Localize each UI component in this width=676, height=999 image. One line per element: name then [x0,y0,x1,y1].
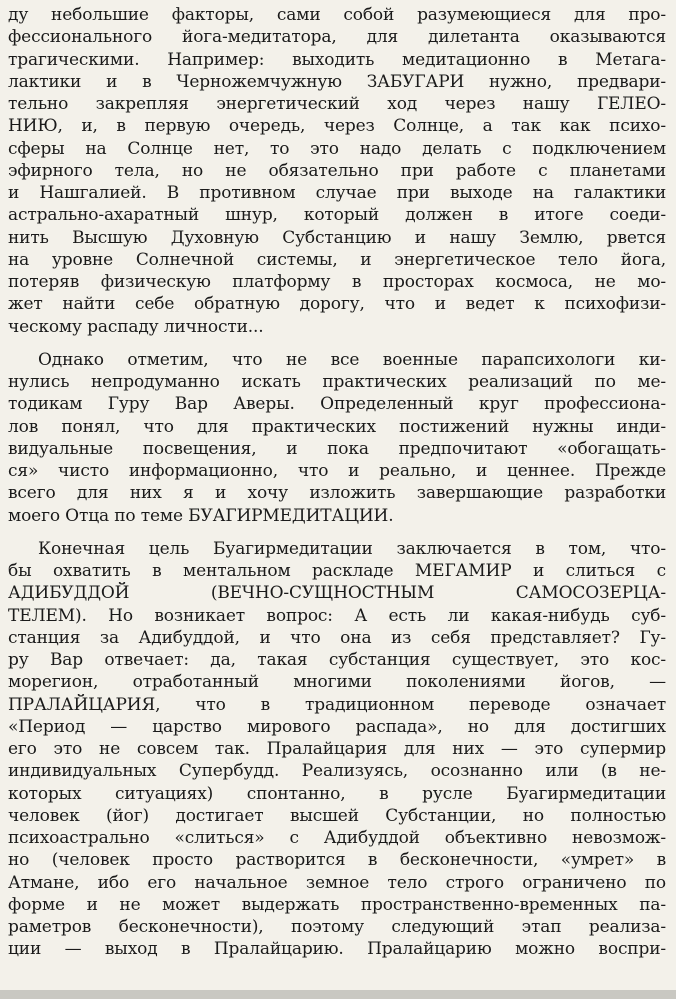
text-line: ру Вар отвечает: да, такая субстанция существует, это кос- [8,650,666,670]
text-line: ся» чисто информационно, что и реально, и ценнее. Прежде [8,461,666,481]
text-line: фессионального йога-медитатора, для дилетанта оказываются [8,27,666,48]
text-line: психоастрально «слиться» с Адибуддой объективно невозмож- [8,828,666,848]
text-line: всего для них я и хочу изложить завершающие разработки [8,483,666,504]
text-line: бы охватить в ментальном раскладе МЕГАМИР и слиться с [8,561,666,581]
text-line: ции — выход в Пралайцарию. Пралайцарию можно воспри- [8,939,666,960]
text-line: моего Отца по теме БУАГИРМЕДИТАЦИИ. [8,505,394,526]
paragraph-gap [8,338,666,349]
text-line: форме и не может выдержать пространственно-временных па- [8,894,666,915]
text-line: АДИБУДДОЙ (ВЕЧНО-СУЩНОСТНЫМ САМОСОЗЕРЦА- [8,583,666,604]
text-line: ПРАЛАЙЦАРИЯ, что в традиционном переводе означает [8,694,666,715]
text-line: эфирного тела, но не обязательно при работе с планетами [8,160,666,181]
paragraph-1 [8,4,666,338]
text-line: тодикам Гуру Вар Аверы. Определенный круг профессиона- [8,394,666,415]
text-line: сферы на Солнце нет, то это надо делать с подключением [8,138,666,159]
text-line: на уровне Солнечной системы, и энергетическое тело йога, [8,249,666,270]
text-line: ду небольшие факторы, сами собой разумеющиеся для про- [8,5,666,25]
scan-edge [0,990,676,999]
text-line: видуальные посвещения, и пока предпочитают «обогащать- [8,438,666,459]
text-line: потеряв физическую платформу в просторах космоса, не мо- [8,272,666,292]
text-line: но (человек просто растворится в бесконечности, «умрет» в [8,850,666,871]
text-line: его это не совсем так. Пралайцария для них — это супермир [8,739,666,759]
text-line: Конечная цель Буагирмедитации заключается в том, что- [38,538,666,559]
text-line: астрально-ахаратный шнур, который должен в итоге соеди- [8,205,666,226]
text-line: которых ситуациях) спонтанно, в русле Буагирмедитации [8,783,666,804]
text-line: тельно закрепляя энергетический ход через нашу ГЕЛЕО- [8,94,666,114]
text-line: лов понял, что для практических постижений нужны инди- [8,416,666,437]
text-line: человек (йог) достигает высшей Субстанции, но полностью [8,805,666,826]
text-line: трагическими. Например: выходить медитационно в Метага- [8,49,666,70]
text-line: ческому распаду личности... [8,316,264,337]
text-line: и Нашгалией. В противном случае при выходе на галактики [8,183,666,203]
text-line: морегион, отработанный многими поколениями йогов, — [8,672,666,693]
text-line: ТЕЛЕМ). Но возникает вопрос: А есть ли какая-нибудь суб- [8,605,666,626]
text-line: индивидуальных Супербудд. Реализуясь, осознанно или (в не- [8,761,666,782]
text-line: Однако отметим, что не все военные парапсихологи ки- [38,349,666,370]
text-line: нить Высшую Духовную Субстанцию и нашу Землю, рвется [8,227,666,248]
paragraph-3 [8,538,666,961]
text-line: нулись непродуманно искать практических реализаций по ме- [8,372,666,392]
text-line: «Период — царство мирового распада», но для достигших [8,716,666,737]
text-line: раметров бесконечности), поэтому следующий этап реализа- [8,917,666,937]
text-line: лактики и в Черножемчужную ЗАБУГАРИ нужно, предвари- [8,71,666,92]
text-line: станция за Адибуддой, и что она из себя представляет? Гу- [8,627,666,648]
paragraph-gap [8,527,666,538]
text-line: жет найти себе обратную дорогу, что и ведет к психофизи- [8,294,666,315]
paragraph-2 [8,349,666,527]
text-line: Атмане, ибо его начальное земное тело строго ограничено по [8,872,666,893]
text-line: НИЮ, и, в первую очередь, через Солнце, а так как психо- [8,116,666,137]
